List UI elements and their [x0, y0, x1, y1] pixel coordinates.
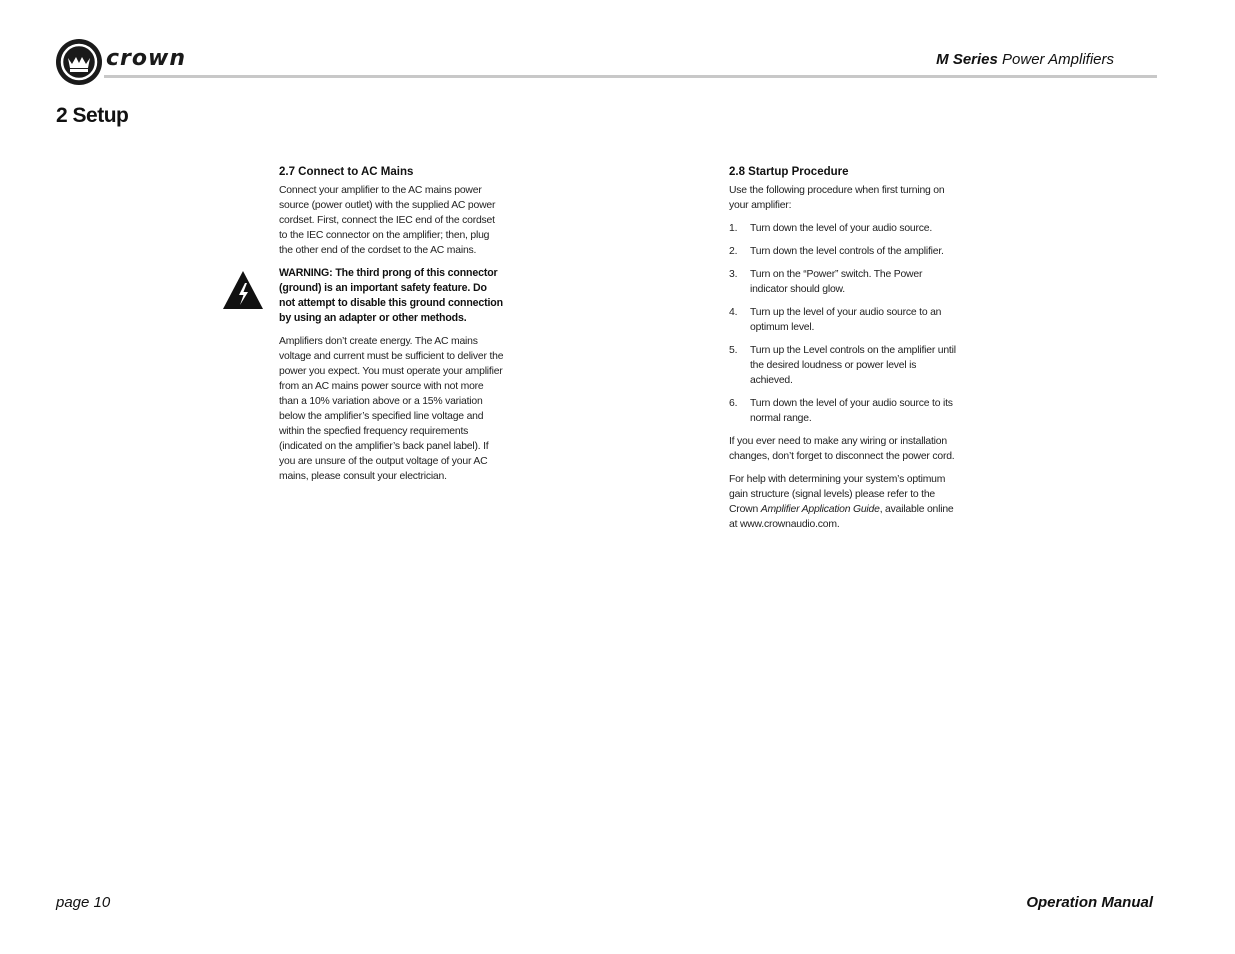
ac-mains-intro: Connect your amplifier to the AC mains power source (power outlet) with the supplied AC power cordset. First, connect the IEC end of the cordset to the IEC connector on the amplifier; then, plug the other end of the cordset to the AC mains. — [279, 185, 496, 256]
step-text: Turn down the level of your audio source. — [750, 223, 933, 234]
list-item — [729, 305, 957, 335]
step-number: 3. — [729, 269, 738, 280]
list-item — [729, 396, 957, 426]
step-number: 1. — [729, 223, 738, 234]
step-text: Turn up the level of your audio source to an optimum level. — [750, 307, 942, 333]
step-text: Turn down the level controls of the amplifier. — [750, 246, 944, 257]
ground-warning: WARNING: The third prong of this connector (ground) is an important safety feature. Do not attempt to disable this ground connection by using an adapter or other methods. — [279, 267, 503, 324]
list-item — [729, 244, 957, 259]
list-item — [729, 343, 957, 388]
logo-wordmark: crown — [106, 46, 186, 71]
right-column — [729, 166, 957, 540]
ac-mains-heading: 2.7 Connect to AC Mains — [279, 166, 414, 178]
step-text: Turn up the Level controls on the amplifier until the desired loudness or power level is achieved. — [750, 345, 956, 386]
startup-heading: 2.8 Startup Procedure — [729, 166, 849, 178]
help-prefix: For help with determining your system’s optimum gain structure (signal levels) please refer to the Crown — [729, 474, 946, 515]
step-text: Turn on the “Power” switch. The Power indicator should glow. — [750, 269, 923, 295]
help-suffix: , available online at www.crownaudio.com. — [729, 504, 954, 530]
step-number: 4. — [729, 307, 738, 318]
crown-logo-icon — [55, 38, 105, 88]
electrical-warning-icon — [222, 270, 264, 310]
help-note — [729, 472, 957, 532]
header-divider — [104, 75, 1157, 78]
list-item — [729, 221, 957, 236]
series-name: M Series — [936, 51, 998, 68]
crown-logo — [55, 38, 205, 88]
ac-mains-body: Amplifiers don’t create energy. The AC mains voltage and current must be sufficient to deliver the power you expect. You must operate your amplifier from an AC mains power source with not more than a 10% variation above or a 15% variation below the amplifier’s specified line voltage and within the specfied frequency requirements (indicated on the amplifier’s back panel label). If you are unsure of the output voltage of your AC mains, please consult your electrician. — [279, 336, 504, 482]
header-title — [936, 51, 1114, 68]
step-number: 5. — [729, 345, 738, 356]
manual-title: Operation Manual — [1026, 894, 1153, 911]
step-number: 6. — [729, 398, 738, 409]
step-number: 2. — [729, 246, 738, 257]
page-number: page 10 — [56, 894, 111, 911]
startup-intro: Use the following procedure when first turning on your amplifier: — [729, 185, 945, 211]
step-text: Turn down the level of your audio source to its normal range. — [750, 398, 953, 424]
startup-steps — [729, 221, 957, 426]
guide-title: Amplifier Application Guide — [760, 504, 880, 515]
wiring-note: If you ever need to make any wiring or installation changes, don’t forget to disconnect the power cord. — [729, 436, 955, 462]
list-item — [729, 267, 957, 297]
left-column — [279, 166, 504, 492]
series-subtitle: Power Amplifiers — [997, 51, 1114, 68]
section-heading: 2 Setup — [56, 104, 129, 127]
